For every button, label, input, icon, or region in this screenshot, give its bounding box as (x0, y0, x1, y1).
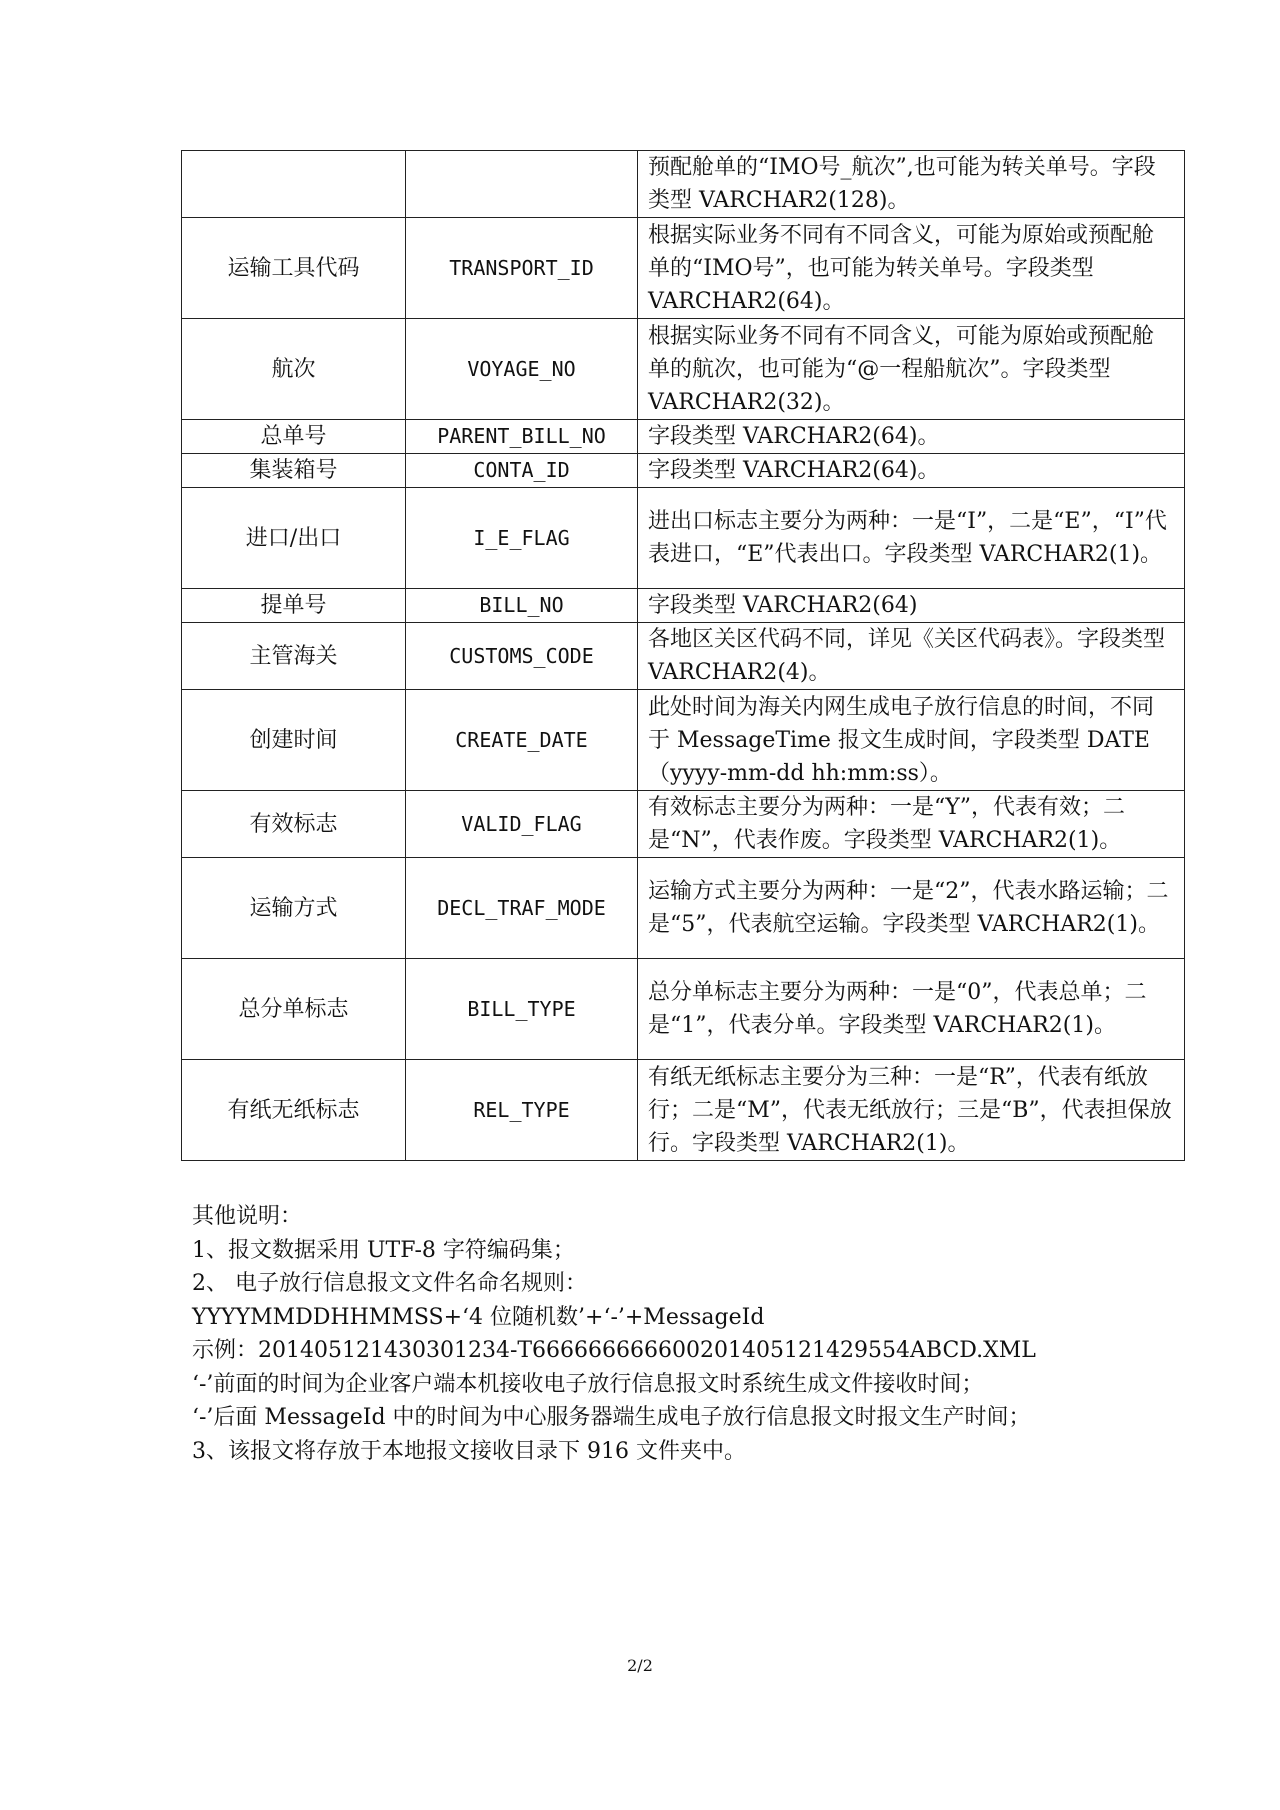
table-row (182, 690, 1185, 791)
field-code-cell: REL_TYPE (406, 1060, 638, 1161)
field-code-cell: CREATE_DATE (406, 690, 638, 791)
note-naming-pattern: YYYYMMDDHHMMSS+‘4 位随机数’+‘-’+MessageId (192, 1304, 765, 1330)
field-desc-cell: 运输方式主要分为两种：一是“2”，代表水路运输；二是“5”，代表航空运输。字段类型 VARCHAR2(1)。 (638, 858, 1185, 959)
field-name-cell: 集装箱号 (182, 454, 406, 488)
field-name-cell: 运输工具代码 (182, 218, 406, 319)
other-notes (192, 1200, 1112, 1468)
table-row (182, 959, 1185, 1060)
table-row (182, 218, 1185, 319)
table-row (182, 1060, 1185, 1161)
note-encoding: 1、报文数据采用 UTF-8 字符编码集； (192, 1237, 575, 1263)
field-code-cell: PARENT_BILL_NO (406, 420, 638, 454)
note-example: 示例：201405121430301234-T666666666600201405121429554ABCD.XML (192, 1338, 1036, 1363)
field-code-cell: BILL_NO (406, 589, 638, 623)
field-code-cell (406, 151, 638, 218)
field-name-cell: 有纸无纸标志 (182, 1060, 406, 1161)
field-name-cell: 航次 (182, 319, 406, 420)
note-storage: 3、该报文将存放于本地报文接收目录下 916 文件夹中。 (192, 1438, 746, 1464)
field-code-cell: I_E_FLAG (406, 488, 638, 589)
table-row (182, 420, 1185, 454)
field-desc-cell: 总分单标志主要分为两种：一是“0”，代表总单；二是“1”，代表分单。字段类型 VARCHAR2(1)。 (638, 959, 1185, 1060)
field-name-cell: 主管海关 (182, 623, 406, 690)
field-code-cell: CONTA_ID (406, 454, 638, 488)
field-name-cell: 总单号 (182, 420, 406, 454)
table-row (182, 791, 1185, 858)
field-name-cell: 提单号 (182, 589, 406, 623)
field-definition-table (181, 150, 1185, 1161)
table-row (182, 454, 1185, 488)
field-desc-cell: 字段类型 VARCHAR2(64)。 (638, 420, 1185, 454)
table-row (182, 858, 1185, 959)
field-desc-cell: 根据实际业务不同有不同含义，可能为原始或预配舱单的航次，也可能为“@一程船航次”。字段类型 VARCHAR2(32)。 (638, 319, 1185, 420)
page-number: 2/2 (627, 1656, 653, 1675)
field-name-cell: 创建时间 (182, 690, 406, 791)
field-desc-cell: 有效标志主要分为两种：一是“Y”，代表有效；二是“N”，代表作废。字段类型 VARCHAR2(1)。 (638, 791, 1185, 858)
field-code-cell: TRANSPORT_ID (406, 218, 638, 319)
field-desc-cell: 根据实际业务不同有不同含义，可能为原始或预配舱单的“IMO号”，也可能为转关单号。字段类型 VARCHAR2(64)。 (638, 218, 1185, 319)
field-code-cell: CUSTOMS_CODE (406, 623, 638, 690)
field-name-cell: 总分单标志 (182, 959, 406, 1060)
field-desc-cell: 各地区关区代码不同，详见《关区代码表》。字段类型 VARCHAR2(4)。 (638, 623, 1185, 690)
field-code-cell: VALID_FLAG (406, 791, 638, 858)
field-desc-cell: 进出口标志主要分为两种：一是“I”，二是“E”，“I”代表进口，“E”代表出口。字段类型 VARCHAR2(1)。 (638, 488, 1185, 589)
table-row (182, 319, 1185, 420)
note-naming-rule: 2、 电子放行信息报文文件名命名规则： (192, 1271, 587, 1296)
table-row (182, 151, 1185, 218)
field-name-cell: 运输方式 (182, 858, 406, 959)
field-code-cell: BILL_TYPE (406, 959, 638, 1060)
field-name-cell: 进口/出口 (182, 488, 406, 589)
field-name-cell (182, 151, 406, 218)
table-row (182, 623, 1185, 690)
notes-heading: 其他说明： (192, 1204, 303, 1229)
note-after-dash: ‘-’后面 MessageId 中的时间为中心服务器端生成电子放行信息报文时报文生产时间； (192, 1405, 1031, 1430)
note-before-dash: ‘-’前面的时间为企业客户端本机接收电子放行信息报文时系统生成文件接收时间； (192, 1371, 984, 1397)
field-code-cell: DECL_TRAF_MODE (406, 858, 638, 959)
field-desc-cell: 此处时间为海关内网生成电子放行信息的时间，不同于 MessageTime 报文生成时间，字段类型 DATE（yyyy-mm-dd hh:mm:ss）。 (638, 690, 1185, 791)
table-row (182, 488, 1185, 589)
field-name-cell: 有效标志 (182, 791, 406, 858)
field-desc-cell: 有纸无纸标志主要分为三种：一是“R”，代表有纸放行；二是“M”，代表无纸放行；三是“B”，代表担保放行。字段类型 VARCHAR2(1)。 (638, 1060, 1185, 1161)
field-desc-cell: 字段类型 VARCHAR2(64) (638, 589, 1185, 623)
field-desc-cell: 预配舱单的“IMO号_航次”,也可能为转关单号。字段类型 VARCHAR2(128)。 (638, 151, 1185, 218)
field-desc-cell: 字段类型 VARCHAR2(64)。 (638, 454, 1185, 488)
field-code-cell: VOYAGE_NO (406, 319, 638, 420)
table-row (182, 589, 1185, 623)
